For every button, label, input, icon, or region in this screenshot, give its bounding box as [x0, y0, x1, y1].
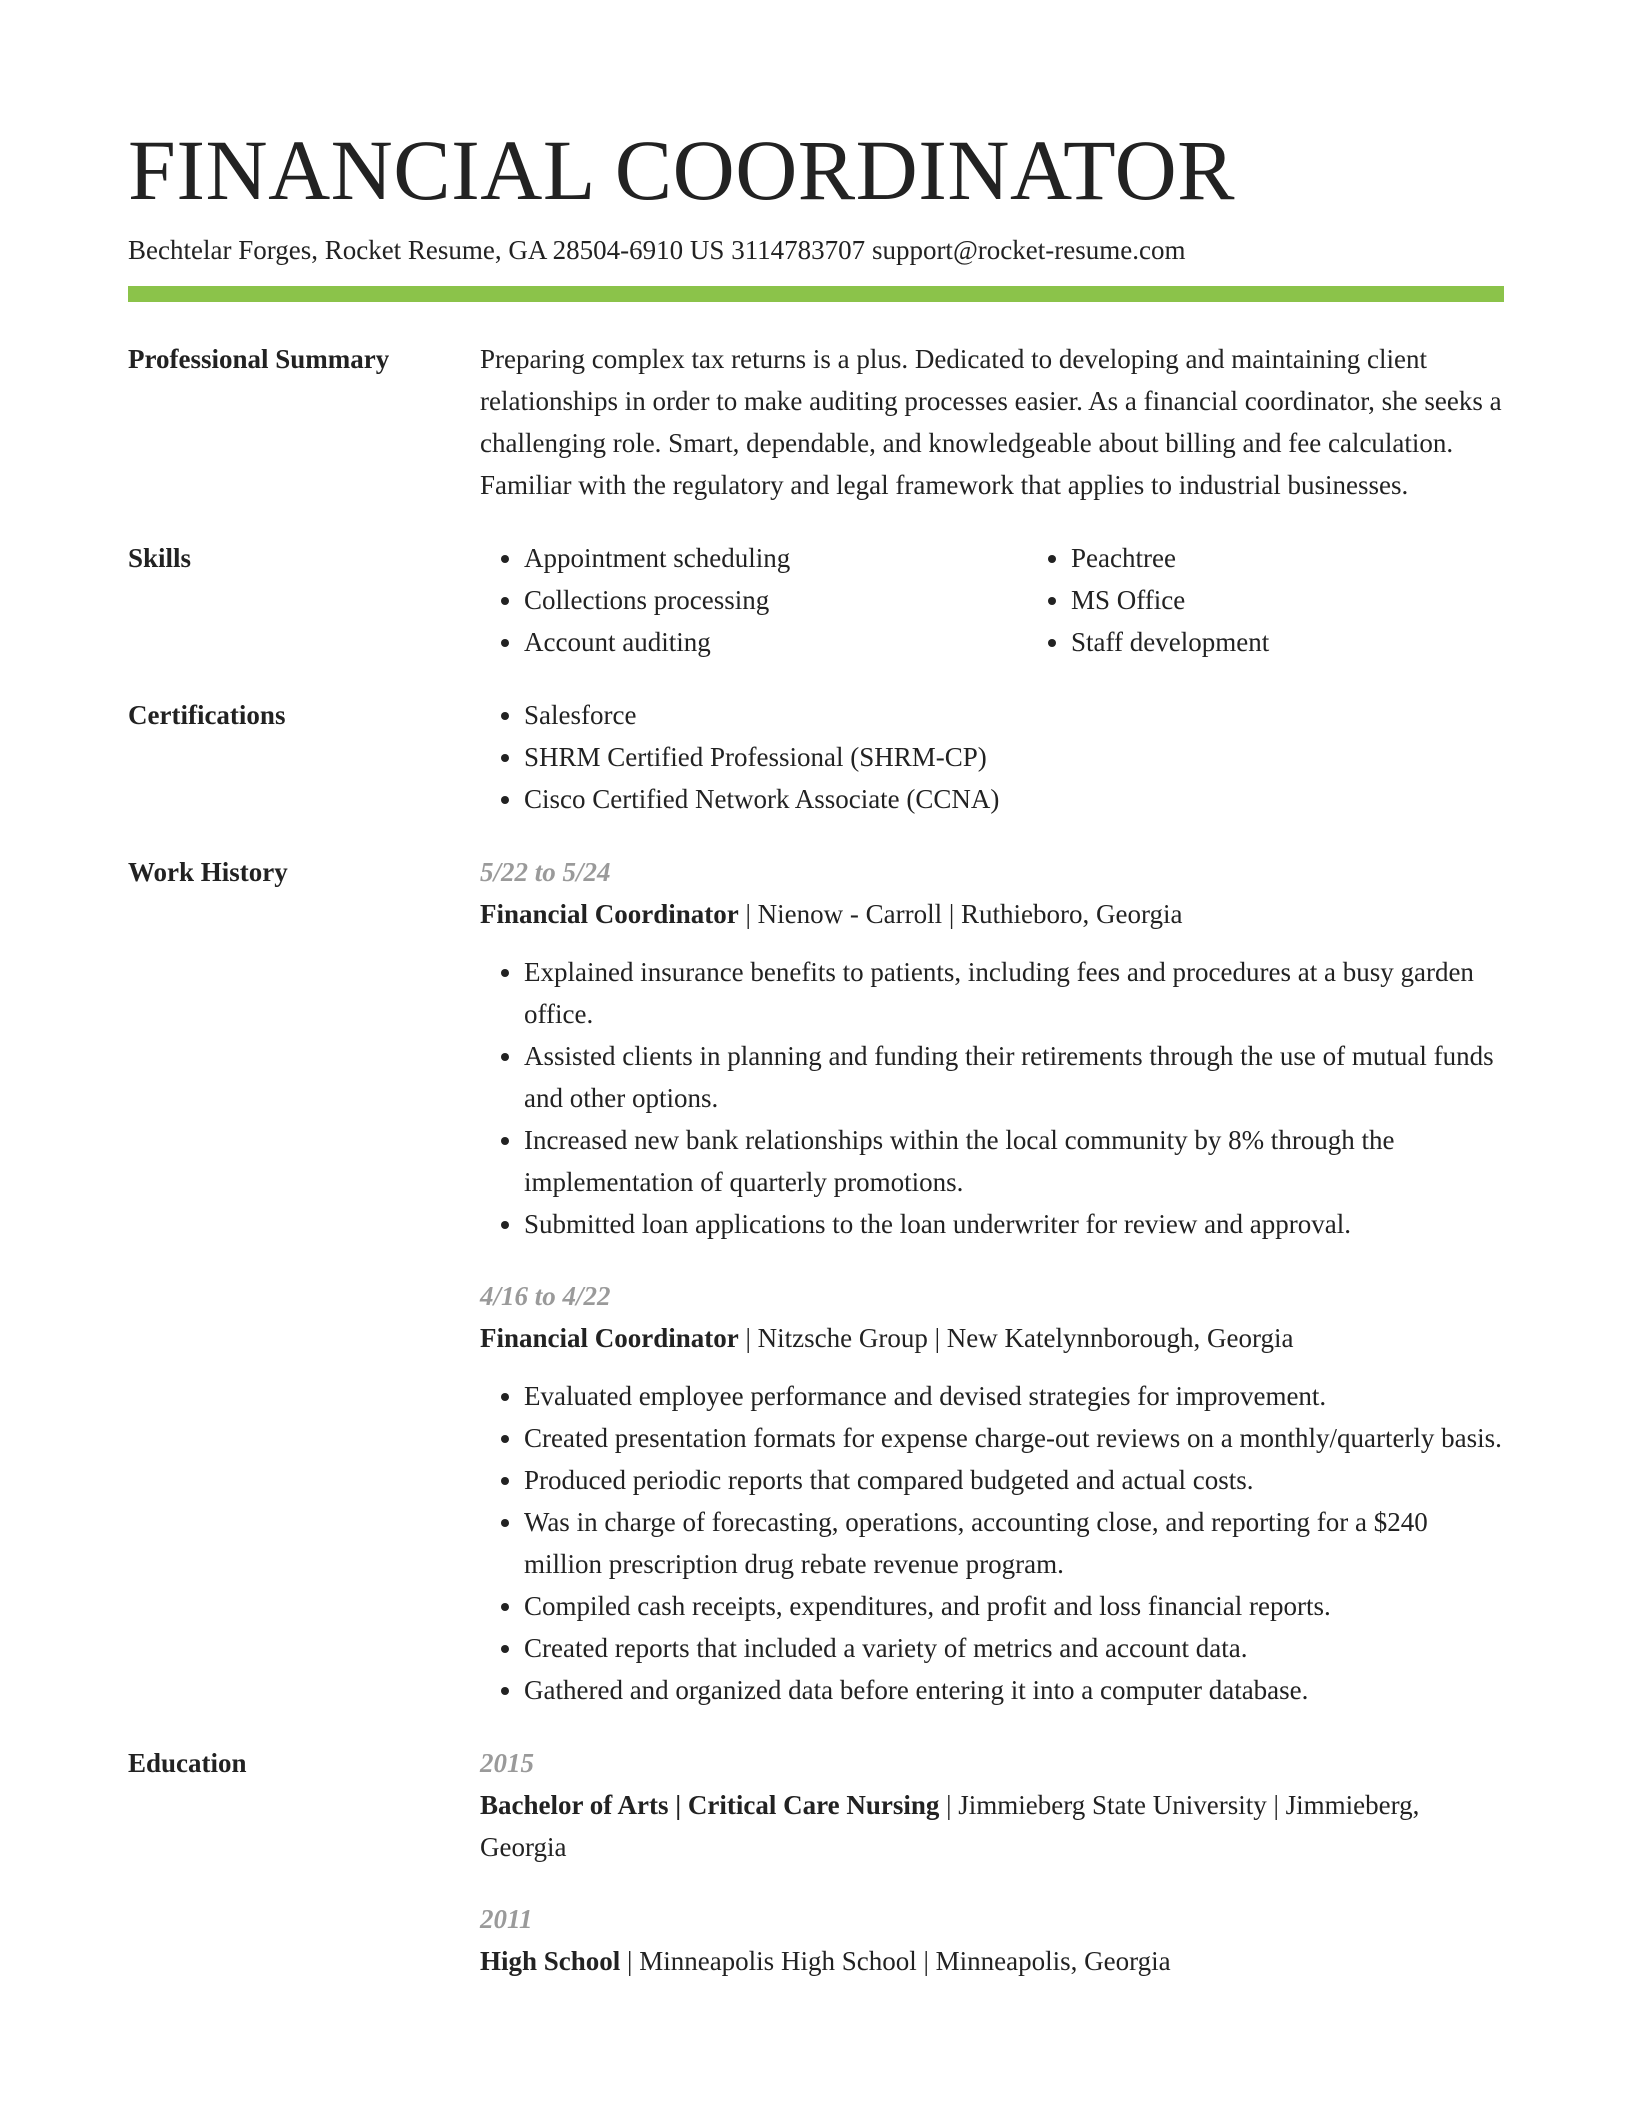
skill-item: • Collections processing [524, 579, 1027, 621]
job-bullet: • Explained insurance benefits to patients, including fees and procedures at a busy garden office. [524, 951, 1504, 1035]
education-section [128, 1742, 1504, 1982]
resume-title: FINANCIAL COORDINATOR [128, 122, 1236, 218]
education-details: | Minneapolis High School | Minneapolis, Georgia [620, 1946, 1171, 1976]
skill-item: • MS Office [1071, 579, 1574, 621]
education-year: 2015 [480, 1748, 534, 1778]
certifications-content [480, 694, 1504, 820]
contact-phone: 3114783707 [731, 235, 866, 265]
certifications-label: Certifications [128, 700, 286, 730]
job-bullet: • Produced periodic reports that compared budgeted and actual costs. [524, 1459, 1504, 1501]
job-dates: 4/16 to 4/22 [480, 1281, 611, 1311]
header-divider [128, 286, 1504, 302]
education-degree: Bachelor of Arts | Critical Care Nursing [480, 1790, 940, 1820]
certification-item: • Cisco Certified Network Associate (CCNA) [524, 778, 1504, 820]
job-title: Financial Coordinator [480, 1323, 739, 1353]
job-bullets [480, 1375, 1504, 1711]
contact-line [128, 232, 1504, 268]
job-bullet: • Increased new bank relationships within the local community by 8% through the implementation of quarterly promotions. [524, 1119, 1504, 1203]
job-bullet: • Compiled cash receipts, expenditures, and profit and loss financial reports. [524, 1585, 1504, 1627]
job-bullet: • Assisted clients in planning and funding their retirements through the use of mutual funds and other options. [524, 1035, 1504, 1119]
job-line [480, 893, 1504, 935]
education-details: | Jimmieberg State University | Jimmieberg, Georgia [480, 1790, 1420, 1862]
skills-section [128, 537, 1504, 663]
job-title: Financial Coordinator [480, 899, 739, 929]
job-bullet: • Created reports that included a variety of metrics and account data. [524, 1627, 1504, 1669]
job-bullet: • Gathered and organized data before entering it into a computer database. [524, 1669, 1504, 1711]
job-bullet: • Submitted loan applications to the loan underwriter for review and approval. [524, 1203, 1504, 1245]
job-bullet: • Created presentation formats for expense charge-out reviews on a monthly/quarterly basis. [524, 1417, 1504, 1459]
job-line [480, 1317, 1504, 1359]
work-section [128, 851, 1504, 1711]
job-details: | Nitzsche Group | New Katelynnborough, Georgia [738, 1323, 1294, 1353]
skill-item: • Peachtree [1071, 537, 1574, 579]
job-bullet: • Evaluated employee performance and devised strategies for improvement. [524, 1375, 1504, 1417]
education-line [480, 1784, 1504, 1868]
education-entry [480, 1898, 1504, 1982]
job-bullet: • Was in charge of forecasting, operations, accounting close, and reporting for a $240 million prescription drug rebate revenue program. [524, 1501, 1504, 1585]
skills-column-2 [1027, 537, 1574, 663]
education-year: 2011 [480, 1904, 533, 1934]
education-label: Education [128, 1748, 247, 1778]
skills-column-1 [480, 537, 1027, 663]
contact-address: Bechtelar Forges, Rocket Resume, GA 28504-6910 US [128, 235, 725, 265]
certifications-list [480, 694, 1504, 820]
skills-content [480, 537, 1574, 663]
summary-text: Preparing complex tax returns is a plus. Dedicated to developing and maintaining client relationships in order to make auditing processes easier. As a financial coordinator, she seeks a challenging role. Smart, dependable, and knowledgeable about billing and fee calculation. Familiar with the regulatory and legal framework that applies to industrial businesses. [480, 344, 1502, 500]
job-entry [480, 1275, 1504, 1711]
summary-section [128, 338, 1504, 506]
certifications-section [128, 694, 1504, 820]
job-details: | Nienow - Carroll | Ruthieboro, Georgia [738, 899, 1183, 929]
work-label: Work History [128, 857, 288, 887]
certification-item: • SHRM Certified Professional (SHRM-CP) [524, 736, 1504, 778]
skill-item: • Appointment scheduling [524, 537, 1027, 579]
education-line [480, 1940, 1504, 1982]
certification-item: • Salesforce [524, 694, 1504, 736]
skill-item: • Staff development [1071, 621, 1574, 663]
contact-email: support@rocket-resume.com [871, 235, 1186, 265]
job-dates: 5/22 to 5/24 [480, 857, 611, 887]
education-content [480, 1742, 1504, 1982]
work-content [480, 851, 1504, 1711]
job-bullets [480, 951, 1504, 1245]
education-degree: High School [480, 1946, 621, 1976]
summary-label: Professional Summary [128, 344, 390, 374]
summary-content [480, 338, 1504, 506]
skills-label: Skills [128, 543, 192, 573]
education-entry [480, 1742, 1504, 1868]
job-entry [480, 851, 1504, 1245]
skill-item: • Account auditing [524, 621, 1027, 663]
